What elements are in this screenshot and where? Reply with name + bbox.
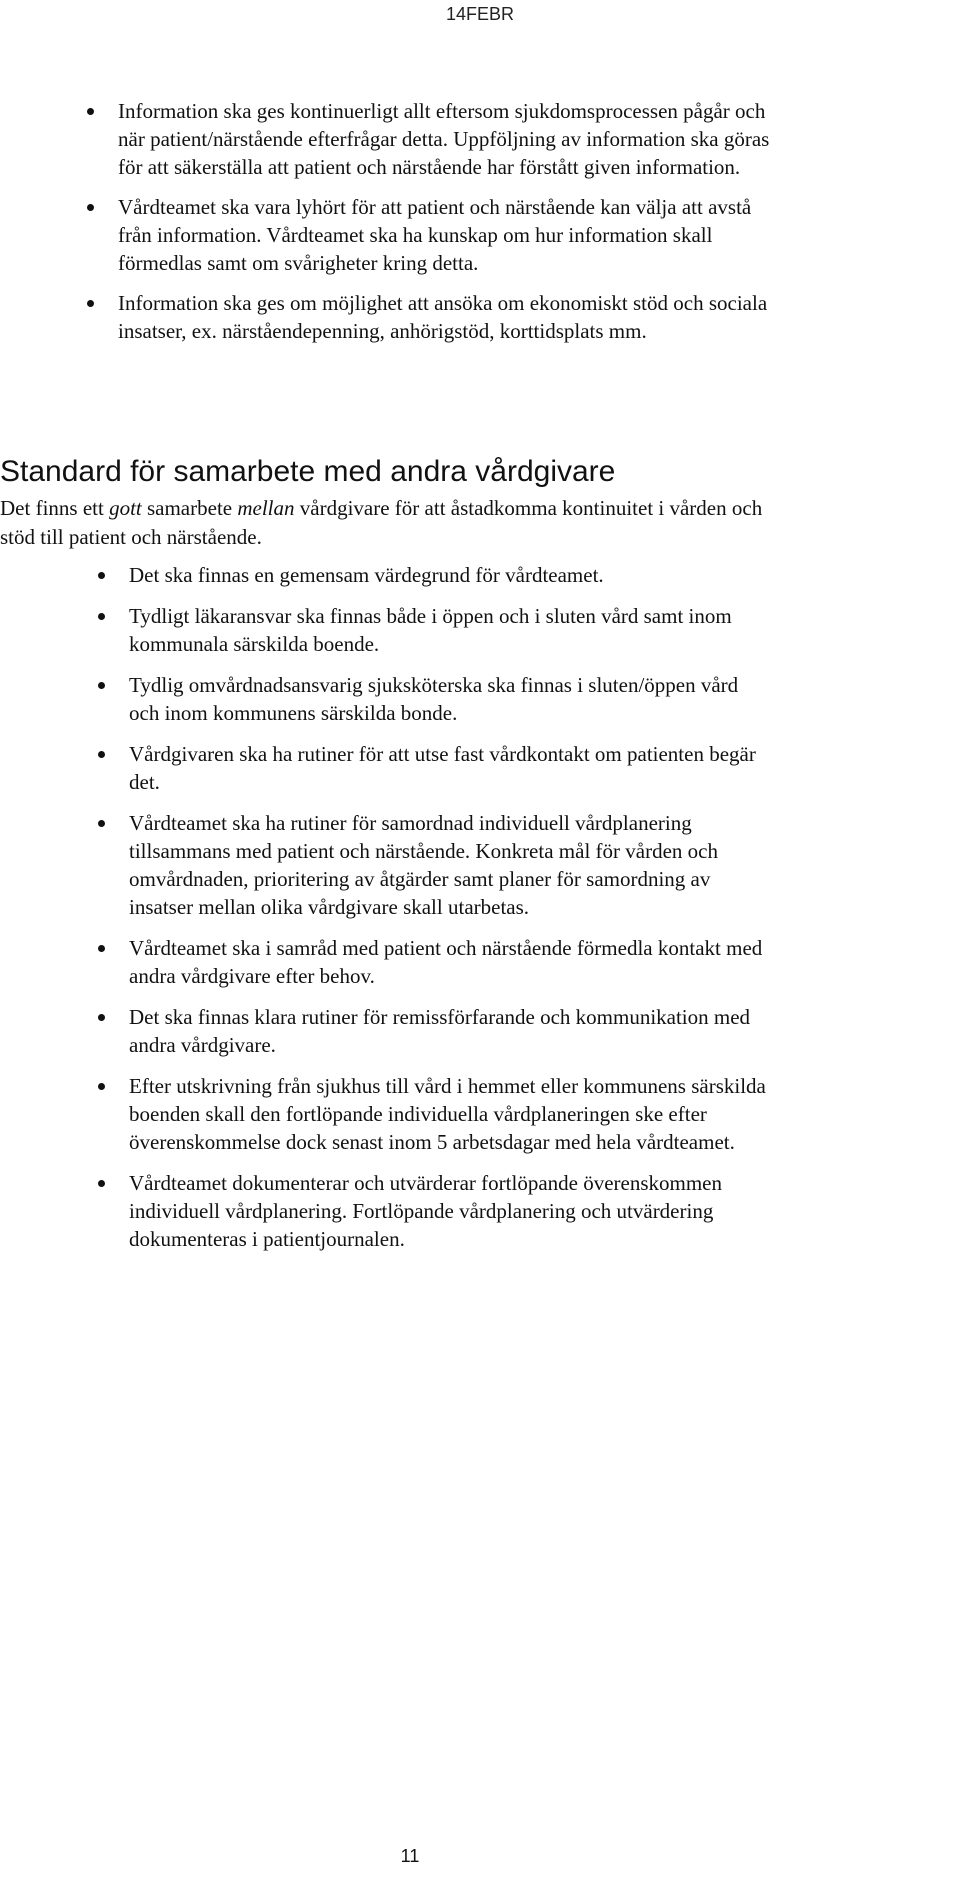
list-item-text: Det ska finnas en gemensam värdegrund för vårdteamet. [129,563,604,587]
list-item [129,809,769,921]
list-item-text: Tydligt läkaransvar ska finnas både i öppen och i sluten vård samt inom kommunala särskilda boende. [129,604,732,656]
bullet-icon [98,1180,105,1187]
intro-text: samarbete [141,496,238,520]
section-intro [0,494,800,552]
list-item [129,602,769,658]
list-item [129,934,769,990]
list-item [118,289,778,345]
page-number: 11 [400,1846,420,1866]
intro-text: vårdgivare för att åstadkomma kontinuitet i vården och stöd till patient och närstående. [0,496,763,549]
intro-emphasis: gott [109,496,142,520]
bullet-icon [98,613,105,620]
list-item [129,1003,769,1059]
list-item-text: Information ska ges om möjlighet att ansöka om ekonomiskt stöd och sociala insatser, ex. närståendepenning, anhörigstöd, korttidsplats mm. [118,291,768,343]
list-item-text: Vårdteamet dokumenterar och utvärderar fortlöpande överenskommen individuell vårdplanering. Fortlöpande vårdplanering och utvärdering dokumenteras i patientjournalen. [129,1171,723,1251]
bullet-icon [98,1014,105,1021]
list-item-text: Vårdteamet ska vara lyhört för att patient och närstående kan välja att avstå från information. Vårdteamet ska ha kunskap om hur information skall förmedlas samt om svårigheter kring detta. [118,195,752,275]
list-item-text: Tydlig omvårdnadsansvarig sjuksköterska ska finnas i sluten/öppen vård och inom kommunens särskilda bonde. [129,673,739,725]
list-item [129,1072,769,1156]
list-item [118,193,778,277]
list-item-text: Vårdteamet ska ha rutiner för samordnad individuell vårdplanering tillsammans med patient och närstående. Konkreta mål för vården och omvårdnaden, prioritering av åtgärder samt planer för samordning av insatser mellan olika vårdgivare skall utarbetas. [129,811,718,919]
bullet-icon [98,682,105,689]
bullet-icon [87,300,94,307]
list-item-text: Vårdteamet ska i samråd med patient och närstående förmedla kontakt med andra vårdgivare efter behov. [129,936,763,988]
list-item-text: Information ska ges kontinuerligt allt eftersom sjukdomsprocessen pågår och när patient/närstående efterfrågar detta. Uppföljning av information ska göras för att säkerställa att patient och närstående har förstått given information. [118,99,770,179]
list-item [118,97,778,181]
bullet-icon [87,108,94,115]
standard-bullet-list [129,561,769,1253]
running-head: 14FEBR [445,4,515,24]
list-item [129,561,769,589]
intro-text: Det finns ett [0,496,110,520]
list-item-text: Efter utskrivning från sjukhus till vård i hemmet eller kommunens särskilda boenden skall den fortlöpande individuella vårdplaneringen ske efter överenskommelse dock senast inom 5 arbetsdagar med hela vårdteamet. [129,1074,766,1154]
bullet-icon [98,751,105,758]
intro-emphasis: mellan [237,496,295,520]
list-item [129,740,769,796]
list-item-text: Vårdgivaren ska ha rutiner för att utse fast vårdkontakt om patienten begär det. [129,742,756,794]
bullet-icon [98,1083,105,1090]
bullet-icon [98,945,105,952]
bullet-icon [98,820,105,827]
list-item [129,1169,769,1253]
info-bullet-list [118,97,778,345]
section-heading: Standard för samarbete med andra vårdgivare [0,455,616,488]
bullet-icon [98,572,105,579]
list-item-text: Det ska finnas klara rutiner för remissförfarande och kommunikation med andra vårdgivare. [129,1005,751,1057]
bullet-icon [87,204,94,211]
list-item [129,671,769,727]
